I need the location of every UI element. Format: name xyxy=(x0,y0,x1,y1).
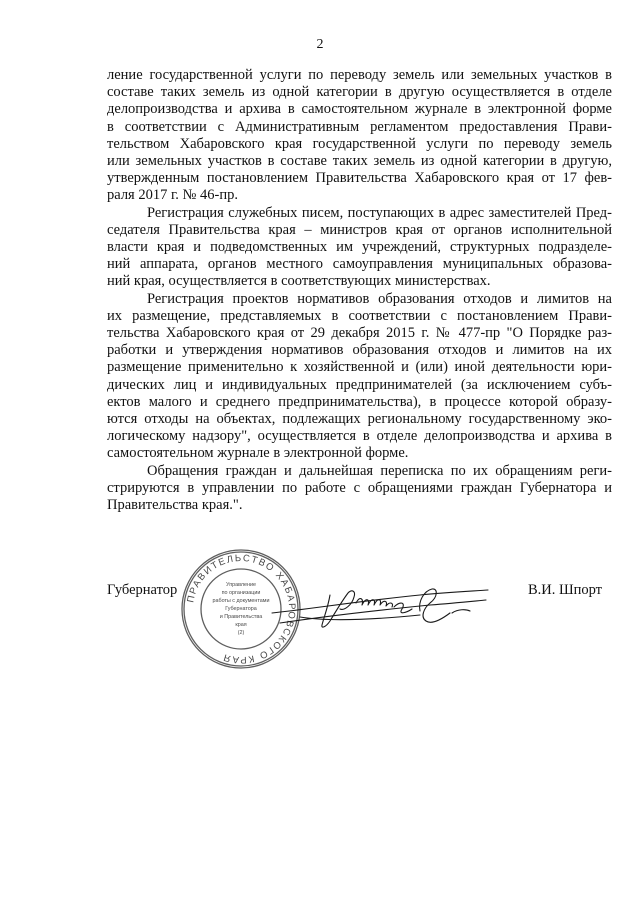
text-line: Обращения граждан и дальнейшая переписка по их обращениям реги- xyxy=(147,462,612,479)
seal-inner-line: (2) xyxy=(237,630,245,636)
text-line: раля 2017 г. № 46-пр. xyxy=(107,187,238,204)
seal-inner-line: по организации xyxy=(221,590,261,596)
seal-inner-line: работы с документами xyxy=(212,598,270,604)
signatory-name: В.И. Шпорт xyxy=(527,582,602,598)
text-line: логическому надзору", осуществляется в отделе делопроизводства и архива в xyxy=(107,428,612,445)
text-line: власти края и подведомственных им учреждений, структурных подразделе- xyxy=(107,239,612,256)
text-line: седателя Правительства края – министров края от органов исполнительной xyxy=(107,221,612,238)
text-line: тельства Хабаровского края от 29 декабря 2015 г. № 477-пр "О Порядке раз- xyxy=(107,325,612,342)
text-line: ются отходы на объектах, подлежащих региональному государственному эко- xyxy=(107,411,612,428)
paragraph xyxy=(107,205,612,291)
handwritten-signature-icon xyxy=(270,565,490,645)
seal-outer-text: ПРАВИТЕЛЬСТВО ХАБАРОВСКОГО КРАЯ xyxy=(185,552,298,666)
text-line: Регистрация проектов нормативов образования отходов и лимитов на xyxy=(147,290,612,307)
text-line: утвержденным постановлением Правительства Хабаровского края от 17 фев- xyxy=(107,170,612,187)
paragraph xyxy=(107,463,612,515)
text-line: ний края, осуществляется в соответствующих министерствах. xyxy=(107,273,491,290)
text-line: ление государственной услуги по переводу земель или земельных участков в xyxy=(107,67,612,83)
text-line: или земельных участков в составе таких земель из одной категории в другую, xyxy=(107,153,612,170)
text-line: самостоятельном журнале в электронной форме. xyxy=(107,445,409,462)
text-line: размещение применительно к хозяйственной и (или) иной деятельности юри- xyxy=(107,359,612,376)
seal-inner-line: и Правительства xyxy=(219,614,263,620)
seal-inner-line: Губернатора xyxy=(225,606,257,612)
text-line: составе таких земель из одной категории в другую осуществляется в отделе xyxy=(107,84,612,101)
text-line: стрируются в управлении по работе с обращениями граждан Губернатора и xyxy=(107,479,612,496)
text-line: Правительства края.". xyxy=(107,497,243,514)
text-line: ний аппарата, органов местного самоуправления муниципальных образова- xyxy=(107,256,612,273)
seal-inner-line: Управление xyxy=(226,582,256,588)
page-number: 2 xyxy=(316,37,324,52)
text-line: Регистрация служебных писем, поступающих в адрес заместителей Пред- xyxy=(147,204,612,221)
text-line: в соответствии с Административным регламентом предоставления Прави- xyxy=(107,118,612,135)
text-line: работки и утверждения нормативов образования отходов и лимитов на их xyxy=(107,342,612,359)
text-line: ектов малого и среднего предпринимательства), в процессе которой образу- xyxy=(107,393,612,410)
seal-inner-line: края xyxy=(235,622,247,628)
text-line: дических лиц и индивидуальных предпринимателей (за исключением субъ- xyxy=(107,376,612,393)
text-line: делопроизводства и архива в самостоятельном журнале в электронной форме xyxy=(107,101,612,118)
document-body xyxy=(107,67,612,514)
paragraph xyxy=(107,67,612,205)
signatory-title: Губернатор xyxy=(107,582,178,598)
text-line: их размещение, представляемых в соответствии с постановлением Прави- xyxy=(107,307,612,324)
text-line: тельством Хабаровского края государственной услуги по переводу земель xyxy=(107,135,612,152)
paragraph xyxy=(107,291,612,463)
